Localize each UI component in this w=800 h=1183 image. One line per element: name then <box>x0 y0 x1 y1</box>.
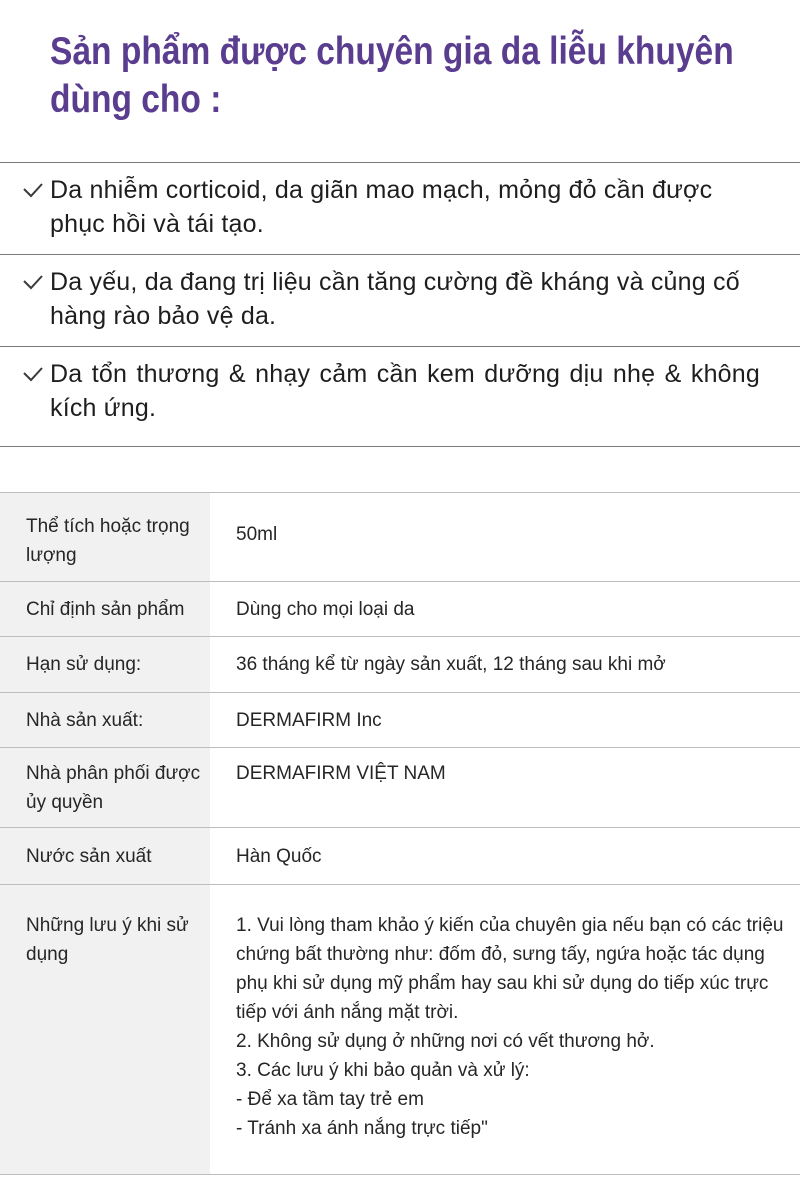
usage-note: 3. Các lưu ý khi bảo quản và xử lý: <box>236 1060 530 1081</box>
spec-label-distributor: Nhà phân phối được ủy quyền <box>0 748 210 828</box>
list-item-text: Da tổn thương & nhạy cảm cần kem dưỡng dịu nhẹ & không kích ứng. <box>50 360 760 422</box>
recommended-for-list <box>0 162 800 447</box>
list-item <box>0 162 800 254</box>
list-item-text: Da yếu, da đang trị liệu cần tăng cường đề kháng và củng cố hàng rào bảo vệ da. <box>50 268 740 330</box>
spec-value-expiry: 36 tháng kể từ ngày sản xuất, 12 tháng sau khi mở <box>210 637 800 693</box>
spec-value-volume: 50ml <box>210 493 800 582</box>
spec-label-volume: Thể tích hoặc trọng lượng <box>0 493 210 582</box>
table-row <box>0 693 800 748</box>
spec-value-usage-notes <box>210 885 800 1175</box>
spec-label-indication: Chỉ định sản phẩm <box>0 582 210 637</box>
table-row <box>0 493 800 582</box>
checkmark-icon <box>22 274 44 290</box>
table-row <box>0 748 800 828</box>
table-row <box>0 582 800 637</box>
list-item-text: Da nhiễm corticoid, da giãn mao mạch, mỏng đỏ cần được phục hồi và tái tạo. <box>50 176 713 238</box>
spec-value-indication: Dùng cho mọi loại da <box>210 582 800 637</box>
spec-label-origin: Nước sản xuất <box>0 828 210 885</box>
spec-value-origin: Hàn Quốc <box>210 828 800 885</box>
usage-note: 2. Không sử dụng ở những nơi có vết thương hở. <box>236 1031 655 1052</box>
spec-value-distributor: DERMAFIRM VIỆT NAM <box>210 748 800 828</box>
table-row <box>0 828 800 885</box>
checkmark-icon <box>22 182 44 198</box>
page-title: Sản phẩm được chuyên gia da liễu khuyên dùng cho : <box>50 30 734 121</box>
usage-note: - Để xa tầm tay trẻ em <box>236 1089 424 1110</box>
spec-value-manufacturer: DERMAFIRM Inc <box>210 693 800 748</box>
spec-label-manufacturer: Nhà sản xuất: <box>0 693 210 748</box>
table-row <box>0 885 800 1175</box>
spec-label-usage-notes: Những lưu ý khi sử dụng <box>0 885 210 1175</box>
product-spec-table <box>0 492 800 1175</box>
usage-note: 1. Vui lòng tham khảo ý kiến của chuyên gia nếu bạn có các triệu chứng bất thường như: đốm đỏ, sưng tấy, ngứa hoặc tác dụng phụ khi sử dụng mỹ phẩm hay sau khi sử dụng do tiếp xúc trực tiếp với ánh nắng mặt trời. <box>236 915 784 1023</box>
spec-label-expiry: Hạn sử dụng: <box>0 637 210 693</box>
usage-note: - Tránh xa ánh nắng trực tiếp" <box>236 1118 488 1139</box>
list-item <box>0 346 800 447</box>
list-item <box>0 254 800 346</box>
table-row <box>0 637 800 693</box>
checkmark-icon <box>22 366 44 382</box>
